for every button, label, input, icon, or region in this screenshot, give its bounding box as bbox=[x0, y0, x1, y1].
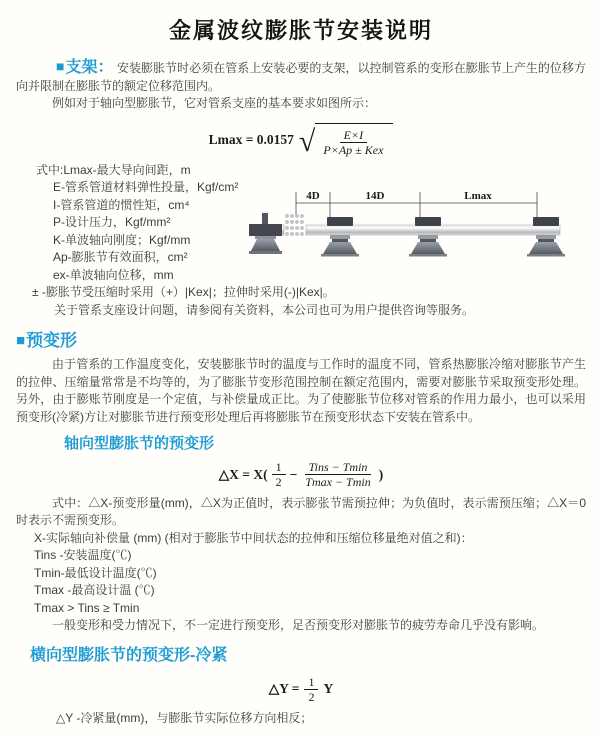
dim-label-4d: 4D bbox=[306, 189, 320, 202]
delta-y-lhs: △Y = bbox=[268, 681, 300, 697]
axial-explain-line: 式中：△X-预变形量(mm)，△X为正值时，表示膨张节需预拉伸；为负值时，表示需预压缩；△X＝0时表示不需预变形。 bbox=[16, 495, 586, 528]
definition-line: P-设计压力，Kgf/mm² bbox=[53, 215, 171, 230]
pre-deformation-heading-label: 预变形 bbox=[26, 331, 78, 351]
axial-definition-line: Tins -安装温度(℃) bbox=[34, 548, 132, 563]
dim-label-lmax: Lmax bbox=[464, 189, 492, 202]
delta-x-rhs: ) bbox=[378, 466, 384, 482]
axial-definition-line: Tmin-最低设计温度(℃) bbox=[34, 565, 157, 580]
lmax-numerator: E×I bbox=[340, 128, 367, 143]
definition-line: Ap-膨胀节有效面积，cm² bbox=[53, 250, 188, 265]
one-half-fraction bbox=[304, 675, 318, 704]
fraction-denominator: Tmax − Tmin bbox=[305, 475, 371, 490]
lateral-note-line: △Y -冷紧量(mm)，与膨胀节实际位移方向相反； bbox=[56, 710, 313, 725]
definition-line: E-管系管道材料弹性投量，Kgf/cm² bbox=[53, 180, 239, 195]
dimension-annotations bbox=[296, 190, 537, 218]
pipe-support-diagram bbox=[248, 188, 578, 266]
section-bullet-icon: ■ bbox=[16, 332, 26, 350]
support-section-title bbox=[56, 59, 114, 76]
minus-sign: − bbox=[289, 466, 298, 482]
axial-definition-line: Tmax -最高设计温 (℃) bbox=[34, 583, 155, 598]
lateral-predeform-heading: 横向型膨胀节的预变形-冷紧 bbox=[30, 646, 228, 664]
fraction-denominator: 2 bbox=[275, 475, 282, 490]
lmax-radicand bbox=[315, 123, 393, 157]
definition-line: ex-单波轴向位移，mm bbox=[53, 267, 174, 282]
lmax-denominator: P×Ap ± Kex bbox=[323, 142, 384, 157]
definition-line: 式中:Lmax-最大导向间距，m bbox=[36, 162, 191, 177]
delta-x-formula bbox=[16, 460, 586, 489]
definition-closing-line: 关于管系支座设计问题，请参阅有关资料，本公司也可为用户提供咨询等服务。 bbox=[54, 302, 475, 317]
delta-y-rhs: Y bbox=[323, 681, 334, 697]
support-intro-text: 安装膨胀节时必须在管系上安装必要的支架，以控制管系的变形在膨胀节上产生的位移方向并限制在膨胀节的额定位移范围内。 bbox=[16, 61, 586, 93]
fraction-denominator: 2 bbox=[308, 689, 315, 704]
fraction-numerator: 1 bbox=[272, 460, 286, 475]
lmax-fraction bbox=[319, 128, 387, 157]
lmax-formula-lhs: Lmax = 0.0157 bbox=[208, 131, 294, 147]
bellows-icon bbox=[285, 214, 303, 235]
support-heading-label: 支架： bbox=[65, 59, 114, 76]
delta-y-formula bbox=[16, 675, 586, 704]
axial-predeform-heading: 轴向型膨胀节的预变形 bbox=[64, 435, 215, 453]
anchor-support bbox=[249, 213, 282, 254]
definition-line: K-单波轴向刚度；Kgf/mm bbox=[53, 232, 191, 247]
support-example-line: 例如对于轴向型膨胀节，它对管系支座的基本要求如图所示： bbox=[52, 96, 377, 110]
axial-closing-line: 一般变形和受力情况下，不一定进行预变形，足否预变形对膨胀节的疲劳寿命几乎没有影响。 bbox=[52, 618, 545, 633]
temperature-fraction bbox=[301, 460, 374, 489]
definitions-block bbox=[16, 162, 586, 320]
dim-label-14d: 14D bbox=[365, 189, 385, 202]
axial-definition-line: X-实际轴向补偿量 (mm) (相对于膨胀节中间状态的拉伸和压缩位移量绝对值之和)： bbox=[34, 530, 473, 545]
definition-line: ± -膨胀节受压缩时采用（+）|Kex|；拉伸时采用(-)|Kex|。 bbox=[32, 285, 335, 300]
fraction-numerator: 1 bbox=[304, 675, 318, 690]
pre-deformation-paragraph: 由于管系的工作温度变化，安装膨胀节时的温度与工作时的温度不同，管系热膨胀冷缩对膨胀节产生的拉伸、压缩量常常是不均等的，为了膨胀节变形范围控制在额定范围内，需要对膨胀节采取预变形处理。另外，由于膨账节刚度是一个定值，与补偿量成正比。为了使膨胀节位移对管系的作用力最小，也可以采用预变形(冷紧)方让对膨胀节进行预变形处理后再将膨胀节在预变形状态下安装在管系中。 bbox=[16, 357, 586, 424]
delta-x-lhs: △X = X( bbox=[218, 466, 268, 482]
axial-definition-line: Tmax > Tins ≥ Tmin bbox=[34, 600, 140, 615]
section-bullet-icon: ■ bbox=[56, 58, 65, 74]
guide-support bbox=[527, 217, 565, 257]
guide-support bbox=[409, 217, 447, 257]
one-half-fraction bbox=[272, 460, 286, 489]
fraction-numerator: Tins − Tmin bbox=[305, 460, 372, 475]
support-paragraph bbox=[16, 59, 586, 95]
guide-support bbox=[321, 217, 359, 257]
pre-deformation-heading bbox=[16, 330, 586, 353]
definition-line: I-管系管道的惯性矩，cm⁴ bbox=[53, 197, 190, 212]
lmax-formula: Lmax = 0.0157 √ $\frac{E\times I}{\text{P×Ap ± Kex}}$ bbox=[16, 123, 586, 157]
page-title: 金属波纹膨胀节安装说明 bbox=[168, 18, 433, 43]
